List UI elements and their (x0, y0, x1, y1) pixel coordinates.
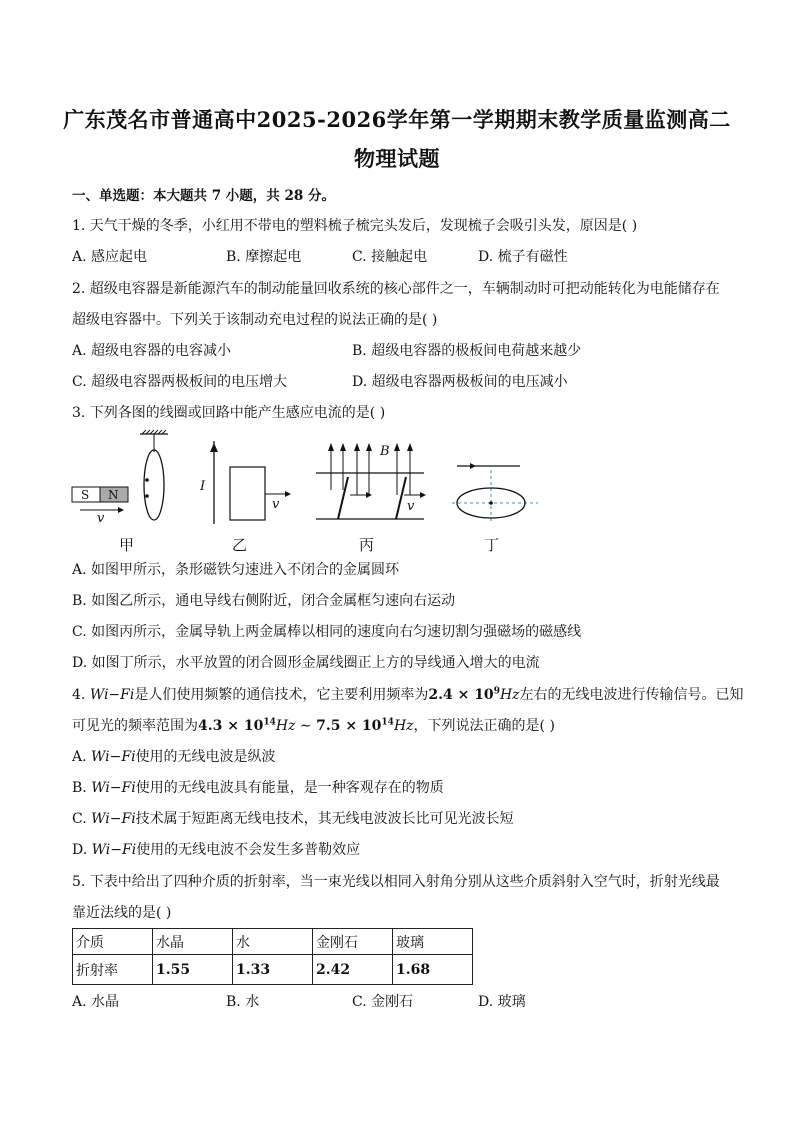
q4-freq1-exponent: 9 (493, 686, 500, 697)
figure-ding (452, 463, 538, 524)
table-header-row (73, 929, 473, 955)
q1-option-b: B. 摩擦起电 (226, 249, 302, 265)
q5-option-d: D. 玻璃 (478, 994, 526, 1010)
option-prefix: D. (72, 842, 92, 858)
magnet-n-label: N (108, 488, 119, 502)
option-prefix: B. (72, 780, 92, 796)
q5-stem-line2: 靠近法线的是( ) (72, 905, 172, 921)
figure-label-jia: 甲 (119, 536, 135, 554)
q3-option-d: D. 如图丁所示，水平放置的闭合圆形金属线圈正上方的导线通入增大的电流 (72, 655, 540, 671)
table-header-cell: 玻璃 (393, 929, 473, 955)
q2-stem-line1: 2. 超级电容器是新能源汽车的制动能量回收系统的核心部件之一，车辆制动时可把动能转化为电能储存在 (72, 281, 720, 297)
q3-figures (0, 428, 794, 532)
option-text: 技术属于短距离无线电技术，其无线电波波长比可见光波长短 (135, 811, 514, 827)
q4-freq2a: 4.3 × 10 (198, 718, 264, 734)
option-text: 使用的无线电波是纵波 (135, 749, 276, 765)
table-header-cell: 金刚石 (313, 929, 393, 955)
table-cell: 1.33 (233, 955, 313, 985)
option-prefix: A. (72, 749, 92, 765)
table-cell: 1.55 (153, 955, 233, 985)
q4-freq2b: 7.5 × 10 (316, 718, 382, 734)
magnet-s-label: S (81, 488, 90, 502)
q4-option-c (72, 810, 514, 828)
table-header-cell: 水 (233, 929, 313, 955)
figure-label-bing: 丙 (359, 536, 375, 554)
table-cell: 折射率 (73, 955, 153, 985)
wifi-term: Wi−Fi (91, 749, 136, 765)
q3-option-a: A. 如图甲所示，条形磁铁匀速进入不闭合的金属圆环 (72, 562, 400, 578)
q4-number: 4. (72, 687, 90, 703)
q2-option-a: A. 超级电容器的电容减小 (72, 343, 232, 359)
figure-bing (316, 443, 426, 519)
option-prefix: C. (72, 811, 92, 827)
q4-freq2b-exponent: 14 (381, 717, 394, 728)
wifi-term: Wi−Fi (91, 811, 136, 827)
q5-option-a: A. 水晶 (72, 994, 120, 1010)
q4-text: ，下列说法正确的是( ) (413, 718, 555, 734)
range-tilde: ∼ (295, 718, 317, 734)
option-text: 使用的无线电波不会发生多普勒效应 (136, 842, 361, 858)
q4-freq2a-exponent: 14 (263, 717, 276, 728)
q4-stem-line1 (72, 686, 744, 704)
q4-freq1: 2.4 × 10 (428, 687, 494, 703)
q1-option-c: C. 接触起电 (352, 249, 428, 265)
q3-option-b: B. 如图乙所示，通电导线右侧附近，闭合金属框匀速向右运动 (72, 593, 456, 609)
q5-option-b: B. 水 (226, 994, 260, 1010)
wifi-term: Wi−Fi (89, 687, 135, 703)
q3-option-c: C. 如图丙所示，金属导轨上两金属棒以相同的速度向右匀速切割匀强磁场的磁感线 (72, 624, 582, 640)
q4-option-a (72, 748, 276, 766)
figure-label-yi: 乙 (232, 536, 248, 554)
q2-option-c: C. 超级电容器两极板间的电压增大 (72, 374, 288, 390)
q1-stem: 1. 天气干燥的冬季，小红用不带电的塑料梳子梳完头发后，发现梳子会吸引头发，原因是( ) (72, 218, 638, 234)
table-header-cell: 水晶 (153, 929, 233, 955)
hz-unit: Hz (275, 718, 296, 734)
table-header-cell: 介质 (73, 929, 153, 955)
q4-option-d (72, 841, 360, 859)
wifi-term: Wi−Fi (91, 842, 137, 858)
option-text: 使用的无线电波具有能量，是一种客观存在的物质 (135, 780, 444, 796)
q4-option-b (72, 779, 444, 797)
hz-unit: Hz (499, 687, 520, 703)
fig-bing-b-label: B (380, 444, 390, 459)
q3-stem: 3. 下列各图的线圈或回路中能产生感应电流的是( ) (72, 405, 386, 421)
q5-option-c: C. 金刚石 (352, 994, 414, 1010)
refractive-index-table (72, 928, 473, 985)
figure-label-ding: 丁 (484, 536, 500, 554)
fig-bing-v-label: v (407, 499, 415, 514)
hz-unit: Hz (393, 718, 414, 734)
q4-stem-line2 (72, 717, 555, 735)
exam-title-line2: 物理试题 (354, 146, 440, 171)
q1-option-a: A. 感应起电 (72, 249, 148, 265)
wifi-term: Wi−Fi (91, 780, 136, 796)
exam-title-line1: 广东茂名市普通高中2025-2026学年第一学期期末教学质量监测高二 (63, 107, 731, 132)
q4-text: 左右的无线电波进行传输信号。已知 (519, 687, 744, 703)
fig-jia-v-label: v (97, 511, 105, 526)
q2-option-d: D. 超级电容器两极板间的电压减小 (352, 374, 568, 390)
q4-text: 是人们使用频繁的通信技术，它主要利用频率为 (134, 687, 429, 703)
figure-yi (199, 441, 291, 524)
table-cell: 2.42 (313, 955, 393, 985)
figure-jia (72, 430, 168, 526)
q4-text: 可见光的频率范围为 (72, 718, 198, 734)
q2-option-b: B. 超级电容器的极板间电荷越来越少 (352, 343, 582, 359)
table-row (73, 955, 473, 985)
fig-yi-i-label: I (200, 479, 206, 494)
q2-stem-line2: 超级电容器中。下列关于该制动充电过程的说法正确的是( ) (72, 312, 438, 328)
fig-yi-v-label: v (272, 497, 280, 512)
section-heading: 一、单选题：本大题共 7 小题，共 28 分。 (72, 188, 335, 204)
q5-stem-line1: 5. 下表中给出了四种介质的折射率，当一束光线以相同入射角分别从这些介质斜射入空气时，折射光线最 (72, 874, 720, 890)
table-cell: 1.68 (393, 955, 473, 985)
q1-option-d: D. 梳子有磁性 (478, 249, 568, 265)
